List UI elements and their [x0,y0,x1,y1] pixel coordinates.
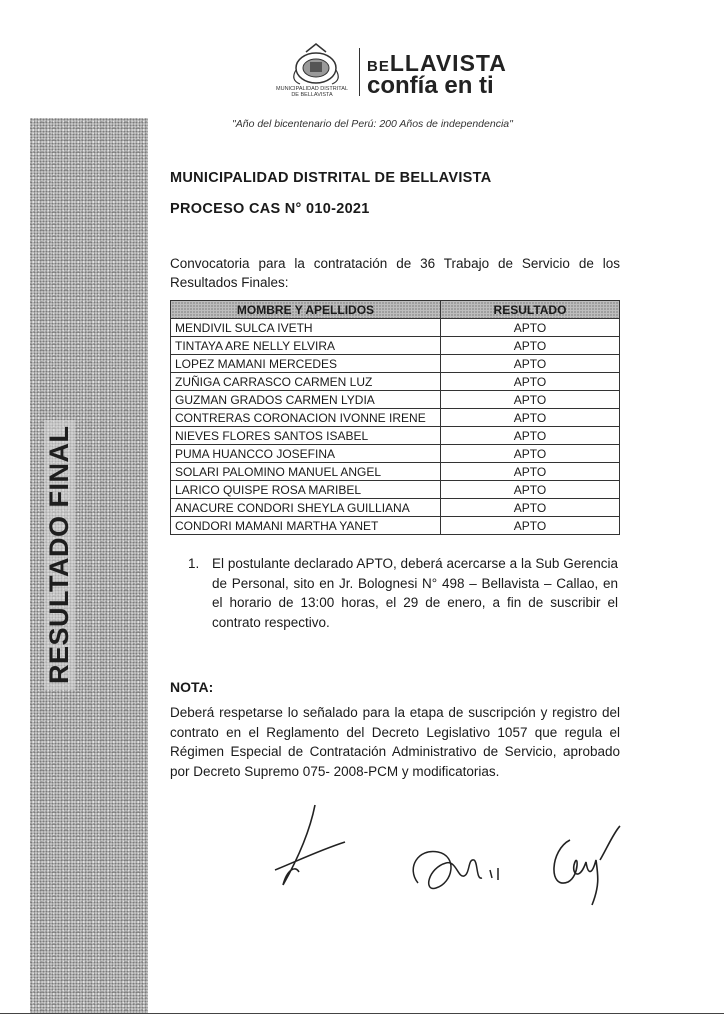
candidate-result: APTO [441,355,620,373]
candidate-name: LARICO QUISPE ROSA MARIBEL [171,481,441,499]
candidate-result: APTO [441,373,620,391]
logo-caption-line-1: MUNICIPALIDAD DISTRITAL [276,86,348,92]
candidate-name: TINTAYA ARE NELLY ELVIRA [171,337,441,355]
document-title: MUNICIPALIDAD DISTRITAL DE BELLAVISTA [170,170,492,186]
column-header-result: RESULTADO [441,301,620,319]
logo-divider [359,48,360,96]
table-row [171,499,620,517]
footer-divider [0,1013,724,1014]
table-row [171,427,620,445]
candidate-name: SOLARI PALOMINO MANUEL ANGEL [171,463,441,481]
instruction-text: El postulante declarado APTO, deberá acercarse a la Sub Gerencia de Personal, sito en Jr. Bolognesi N° 498 – Bellavista – Callao, en el horario de 13:00 horas, el 29 de enero, a fin de suscribir el contrato respectivo. [212,556,618,630]
candidate-name: PUMA HUANCCO JOSEFINA [171,445,441,463]
candidate-result: APTO [441,409,620,427]
table-row [171,409,620,427]
nota-heading: NOTA: [170,679,214,695]
candidate-result: APTO [441,337,620,355]
signature-1-icon [265,800,355,900]
sidebar-result-label: RESULTADO FINAL [44,420,75,690]
candidate-result: APTO [441,517,620,535]
candidate-result: APTO [441,481,620,499]
document-subtitle: PROCESO CAS N° 010-2021 [170,201,370,217]
results-table [170,300,620,535]
intro-paragraph: Convocatoria para la contratación de 36 Trabajo de Servicio de los Resultados Finales: [170,256,620,290]
candidate-result: APTO [441,319,620,337]
candidate-result: APTO [441,427,620,445]
table-row [171,391,620,409]
signature-2-icon [398,828,518,908]
candidate-name: LOPEZ MAMANI MERCEDES [171,355,441,373]
candidate-name: CONDORI MAMANI MARTHA YANET [171,517,441,535]
signature-3-icon [540,820,630,910]
candidate-name: GUZMAN GRADOS CARMEN LYDIA [171,391,441,409]
nota-body: Deberá respetarse lo señalado para la etapa de suscripción y registro del contrato en el Reglamento del Decreto Legislativo 1057 que regula el Régimen Especial de Contratación Administrativo de Servicio, aprobado por Decreto Supremo 075- 2008-PCM y modificatorias. [170,705,620,779]
table-row [171,355,620,373]
candidate-result: APTO [441,463,620,481]
logo-caption [262,86,362,98]
candidate-name: ANACURE CONDORI SHEYLA GUILLIANA [171,499,441,517]
table-row [171,319,620,337]
year-motto: "Año del bicentenario del Perú: 200 Años de independencia" [232,118,513,130]
candidate-name: CONTRERAS CORONACION IVONNE IRENE [171,409,441,427]
table-row [171,445,620,463]
brand-name-prefix: BE [367,58,390,75]
table-row [171,517,620,535]
brand-tagline: confía en ti [367,72,494,99]
table-row [171,337,620,355]
table-header-row [171,301,620,319]
table-row [171,463,620,481]
column-header-name: MOMBRE Y APELLIDOS [171,301,441,319]
candidate-name: NIEVES FLORES SANTOS ISABEL [171,427,441,445]
candidate-name: MENDIVIL SULCA IVETH [171,319,441,337]
instruction-number: 1. [188,556,200,571]
brand-name-main: LLAVISTA [389,50,507,76]
candidate-result: APTO [441,445,620,463]
table-row [171,481,620,499]
logo-caption-line-2: DE BELLAVISTA [291,92,333,98]
instruction-list [188,554,618,632]
table-row [171,373,620,391]
candidate-result: APTO [441,391,620,409]
candidate-result: APTO [441,499,620,517]
candidate-name: ZUÑIGA CARRASCO CARMEN LUZ [171,373,441,391]
